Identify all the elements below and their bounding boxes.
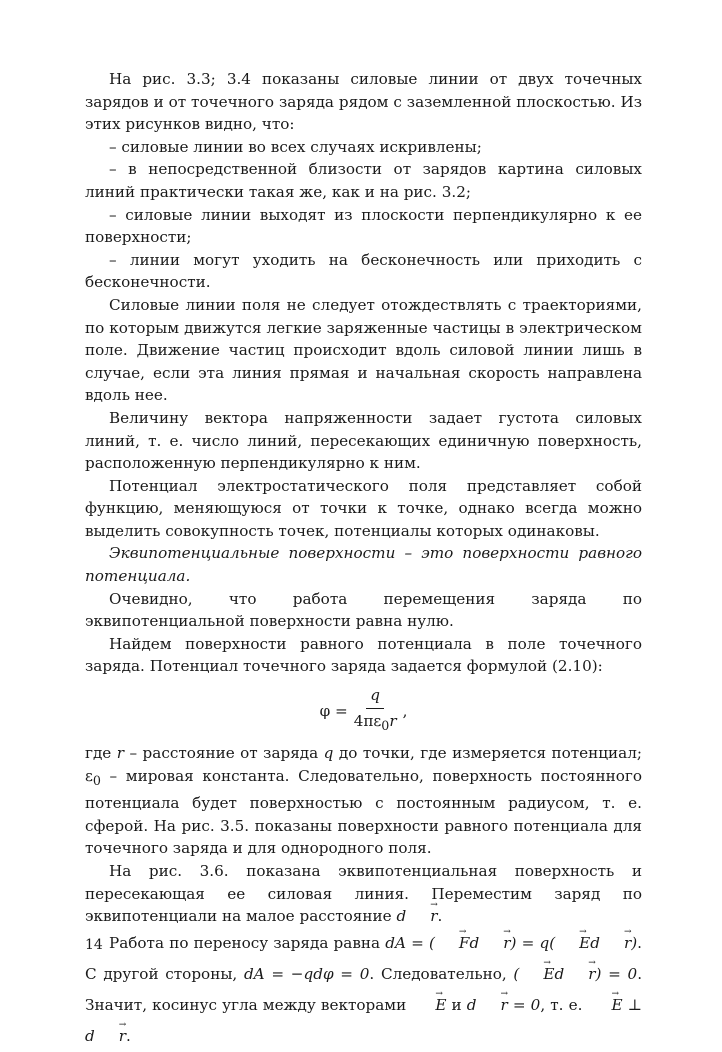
- vector-r: → r: [95, 1021, 126, 1052]
- potential-formula: [85, 686, 642, 736]
- text-span: – мировая константа. Следовательно, поверхность постоянного потенциала будет поверхностью с постоянным радиусом, т. е. сферой. На рис. 3.5. показаны поверхности равного потенциала для точечного заряда и для однородного поля.: [85, 766, 642, 858]
- vector-r: → r: [476, 990, 507, 1021]
- symbol-d: d: [590, 933, 600, 952]
- text-span: , т. е.: [540, 995, 588, 1014]
- period: .: [126, 1026, 131, 1045]
- vector-r: → r: [564, 959, 595, 990]
- formula-comma: ,: [402, 701, 408, 720]
- paragraph: Потенциал электростатического поля представляет собой функцию, меняющуюся от точки к точке, однако всегда можно выделить совокупность точек, потенциалы которых одинаковы.: [85, 476, 642, 540]
- text-span: до точки, где измеряется потенциал; ε: [85, 744, 643, 785]
- text-span: . С другой стороны,: [85, 933, 642, 983]
- symbol-d: d: [469, 933, 480, 952]
- vector-E: → E: [555, 928, 590, 959]
- definition-paragraph: Эквипотенциальные поверхности – это поверхности равного потенциала.: [85, 544, 642, 586]
- denominator-subscript: 0: [381, 718, 390, 734]
- paragraph: Величину вектора напряженности задает густота силовых линий, т. е. число линий, пересекающих единичную поверхность, расположенную перпендикулярно к ним.: [85, 408, 642, 473]
- equals-zero: = 0: [507, 995, 541, 1014]
- symbol-q: q: [323, 744, 334, 763]
- vector-E: → E: [588, 990, 623, 1021]
- formula-fraction: [350, 684, 401, 737]
- symbol-d: d: [85, 1026, 95, 1045]
- vector-E: → E: [519, 959, 554, 990]
- formula-lhs: φ =: [319, 701, 348, 720]
- text-span: и: [446, 995, 467, 1014]
- paren: ) = 0: [595, 964, 638, 983]
- symbol-d: d: [396, 907, 407, 926]
- vector-r: → r: [479, 928, 510, 959]
- work-formula-part: dA = (: [385, 933, 435, 952]
- work-zero-formula: dA = −qdφ = 0: [243, 964, 370, 983]
- symbol-d: d: [466, 995, 477, 1014]
- text-span: Работа по переносу заряда равна: [109, 933, 386, 952]
- paragraph: Найдем поверхности равного потенциала в поле точечного заряда. Потенциал точечного заряда задается формулой (2.10):: [85, 634, 642, 676]
- vector-r: → r: [600, 928, 631, 959]
- symbol-r: r: [116, 744, 125, 763]
- body-text: [85, 68, 642, 1052]
- list-item: – линии могут уходить на бесконечность или приходить с бесконечности.: [85, 250, 642, 292]
- period: .: [437, 907, 443, 926]
- perp-symbol: ⊥: [622, 995, 642, 1014]
- formula-denominator: [350, 709, 401, 738]
- vector-F: → F: [435, 928, 470, 959]
- paragraph: [85, 928, 642, 1052]
- text-span: На рис. 3.6. показана эквипотенциальная поверхность и пересекающая ее силовая линия. Переместим заряд по эквипотенциали на малое расстояние: [85, 862, 642, 926]
- paren: (: [513, 964, 520, 983]
- text-span: . Следовательно,: [369, 964, 514, 983]
- text-span: где: [85, 744, 117, 763]
- page-number: 14: [85, 937, 103, 953]
- work-formula-part: ) = q(: [510, 933, 556, 952]
- text-span: . Значит, косинус угла между векторами: [85, 964, 643, 1014]
- denominator-variable: r: [389, 712, 397, 731]
- paragraph: Силовые линии поля не следует отождествлять с траекториями, по которым движутся легкие заряженные частицы в электрическом поле. Движение частиц происходит вдоль силовой линии лишь в случае, если эта линия прямая и начальная скорость направлена вдоль нее.: [85, 295, 642, 405]
- list-item: – в непосредственной близости от зарядов картина силовых линий практически такая же, как и на рис. 3.2;: [85, 160, 642, 201]
- text-span: – расстояние от заряда: [124, 744, 324, 763]
- work-formula-part: ): [631, 933, 638, 952]
- subscript-zero: 0: [92, 772, 101, 788]
- paragraph: [85, 742, 642, 860]
- formula-numerator: q: [366, 684, 384, 709]
- denominator-text: 4πε: [353, 712, 382, 731]
- vector-r: → r: [406, 905, 437, 928]
- vector-E: → E: [411, 990, 446, 1021]
- paragraph: Очевидно, что работа перемещения заряда по эквипотенциальной поверхности равна нулю.: [85, 589, 642, 631]
- list-item: – силовые линии во всех случаях искривлены;: [109, 137, 482, 156]
- symbol-d: d: [554, 964, 565, 983]
- paragraph: На рис. 3.3; 3.4 показаны силовые линии от двух точечных зарядов и от точечного заряда рядом с заземленной плоскостью. Из этих рисунков видно, что:: [85, 70, 642, 134]
- list-item: – силовые линии выходят из плоскости перпендикулярно к ее поверхности;: [85, 205, 642, 247]
